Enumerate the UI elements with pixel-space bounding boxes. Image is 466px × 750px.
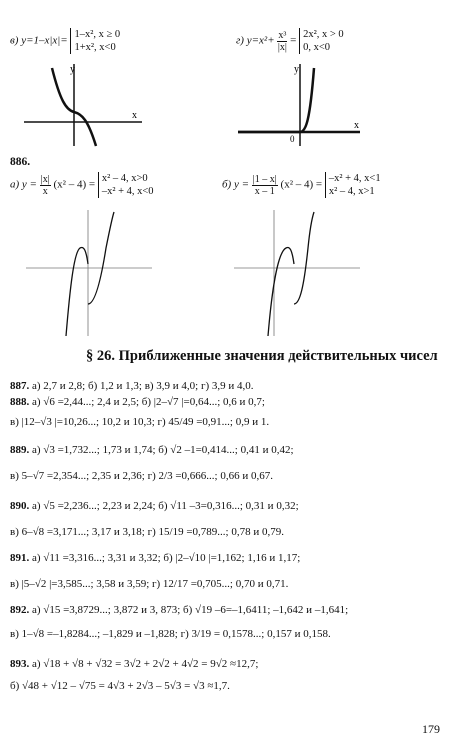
graph-886a-left-branch xyxy=(66,248,88,336)
answer-text: а) √5 =2,236...; 2,23 и 2,24; б) √11 –3=0,316...; 0,31 и 0,32; xyxy=(32,500,299,512)
formula-886b-case1: –x² + 4, x<1 xyxy=(328,173,381,184)
answer-text: а) 2,7 и 2,8; б) 1,2 и 1,3; в) 3,9 и 4,0; г) 3,9 и 4,0. xyxy=(32,380,254,392)
answer-line xyxy=(10,526,284,538)
formula-v xyxy=(10,28,120,54)
answer-line xyxy=(10,444,294,456)
answer-text: а) √6 =2,44...; 2,4 и 2,5; б) |2–√7 |=0,64...; 0,6 и 0,7; xyxy=(32,396,265,408)
formula-g-case1: 2x², x > 0 xyxy=(303,29,344,40)
answer-text: а) √3 =1,732...; 1,73 и 1,74; б) √2 –1=0,414...; 0,41 и 0,42; xyxy=(32,444,294,456)
answer-text: в) 5–√7 =2,354...; 2,35 и 2,36; г) 2/3 =0,666...; 0,66 и 0,67. xyxy=(10,470,273,482)
graph-v-x-label: x xyxy=(132,110,137,121)
formula-g-system xyxy=(299,28,344,54)
answer-line xyxy=(10,658,258,670)
formula-g-frac-num: x³ xyxy=(278,29,287,41)
graph-g xyxy=(236,60,366,150)
answer-text: а) √15 =3,8729...; 3,872 и 3, 873; б) √19 –6=–1,6411; –1,642 и –1,641; xyxy=(32,604,349,616)
answer-line xyxy=(10,416,269,428)
formula-g-case2: 0, x<0 xyxy=(303,42,331,53)
formula-886a-case2: –x² + 4, x<0 xyxy=(101,186,154,197)
formula-886a-system xyxy=(98,172,154,198)
answer-text: в) 1–√8 =–1,8284...; –1,829 и –1,828; г) 3/19 = 0,1578...; 0,157 и 0,158. xyxy=(10,628,331,640)
answer-text: а) √11 =3,316...; 3,31 и 3,32; б) |2–√10 |=1,162; 1,16 и 1,17; xyxy=(32,552,301,564)
formula-886a-case1: x² – 4, x>0 xyxy=(101,173,148,184)
formula-g-frac-den: |x| xyxy=(277,41,287,53)
formula-g: г) y=x²+ $\frac{\text{x³}}{|x|}$ = 2x², x > 0 0, x<0 xyxy=(236,29,344,53)
answer-line xyxy=(10,604,348,616)
answer-text: а) √18 + √8 + √32 = 3√2 + 2√2 + 4√2 = 9√2 ≈12,7; xyxy=(32,658,259,670)
formula-886a-frac-den: x xyxy=(42,185,48,197)
formula-886b xyxy=(222,172,381,198)
formula-886b-case2: x² – 4, x>1 xyxy=(328,186,375,197)
graph-g-curve xyxy=(238,68,314,132)
page-number: 179 xyxy=(422,722,440,736)
problem-number: 890. xyxy=(10,500,32,512)
formula-886b-system xyxy=(325,172,381,198)
section-title: § 26. Приближенные значения действительных чисел xyxy=(86,348,438,364)
formula-886b-frac xyxy=(252,174,278,197)
graph-886b-left-branch xyxy=(268,248,294,336)
problem-number: 887. xyxy=(10,380,32,392)
answer-line xyxy=(10,380,254,392)
problem-number: 893. xyxy=(10,658,32,670)
answer-line xyxy=(10,680,230,692)
formula-886a-label: а) y = xyxy=(10,178,37,191)
graph-g-x-label: x xyxy=(354,120,359,131)
formula-886a-mid: (x² – 4) = xyxy=(53,178,96,191)
formula-g-frac xyxy=(277,30,287,53)
formula-v-label: в) y=1–x|x|= xyxy=(10,34,68,47)
graph-886b xyxy=(232,208,364,338)
answer-line xyxy=(10,552,300,564)
formula-886b-frac-den: x – 1 xyxy=(254,185,275,197)
problem-number: 889. xyxy=(10,444,32,456)
graph-v-y-label: y xyxy=(70,64,75,75)
answer-line xyxy=(10,500,299,512)
answer-line xyxy=(10,470,273,482)
graph-g-origin-label: 0 xyxy=(290,134,295,144)
answer-text: в) |5–√2 |=3,585...; 3,58 и 3,59; г) 12/17 =0,705...; 0,70 и 0,71. xyxy=(10,578,289,590)
problem-number: 892. xyxy=(10,604,32,616)
formula-v-system xyxy=(70,28,120,54)
formula-886a xyxy=(10,172,154,198)
formula-886a-frac xyxy=(40,174,51,197)
formula-886b-mid: (x² – 4) = xyxy=(280,178,323,191)
problem-number: 891. xyxy=(10,552,32,564)
answer-line xyxy=(10,396,265,408)
answer-line xyxy=(10,578,288,590)
formula-g-label: г) y=x²+ xyxy=(236,34,275,47)
graph-v xyxy=(22,60,152,150)
formula-v-case2: 1+x², x<0 xyxy=(74,42,116,53)
graph-886a-right-branch xyxy=(88,212,114,304)
answer-text: в) 6–√8 =3,171...; 3,17 и 3,18; г) 15/19 =0,789...; 0,78 и 0,79. xyxy=(10,526,284,538)
formula-v-case1: 1–x², x ≥ 0 xyxy=(74,29,121,40)
problem-number: 888. xyxy=(10,396,32,408)
answer-line xyxy=(10,628,331,640)
answer-text: б) √48 + √12 – √75 = 4√3 + 2√3 – 5√3 = √3 ≈1,7. xyxy=(10,680,230,692)
answer-text: в) |12–√3 |=10,26...; 10,2 и 10,3; г) 45/49 =0,91...; 0,9 и 1. xyxy=(10,416,270,428)
formula-886a-frac-num: |x| xyxy=(40,173,50,185)
formula-886b-label: б) y = xyxy=(222,178,250,191)
formula-886b-frac-num: |1 – x| xyxy=(252,173,277,185)
graph-886a xyxy=(24,208,156,338)
problem-886-number: 886. xyxy=(10,156,31,168)
graph-g-y-label: y xyxy=(294,64,299,75)
graph-886b-right-branch xyxy=(294,212,314,304)
